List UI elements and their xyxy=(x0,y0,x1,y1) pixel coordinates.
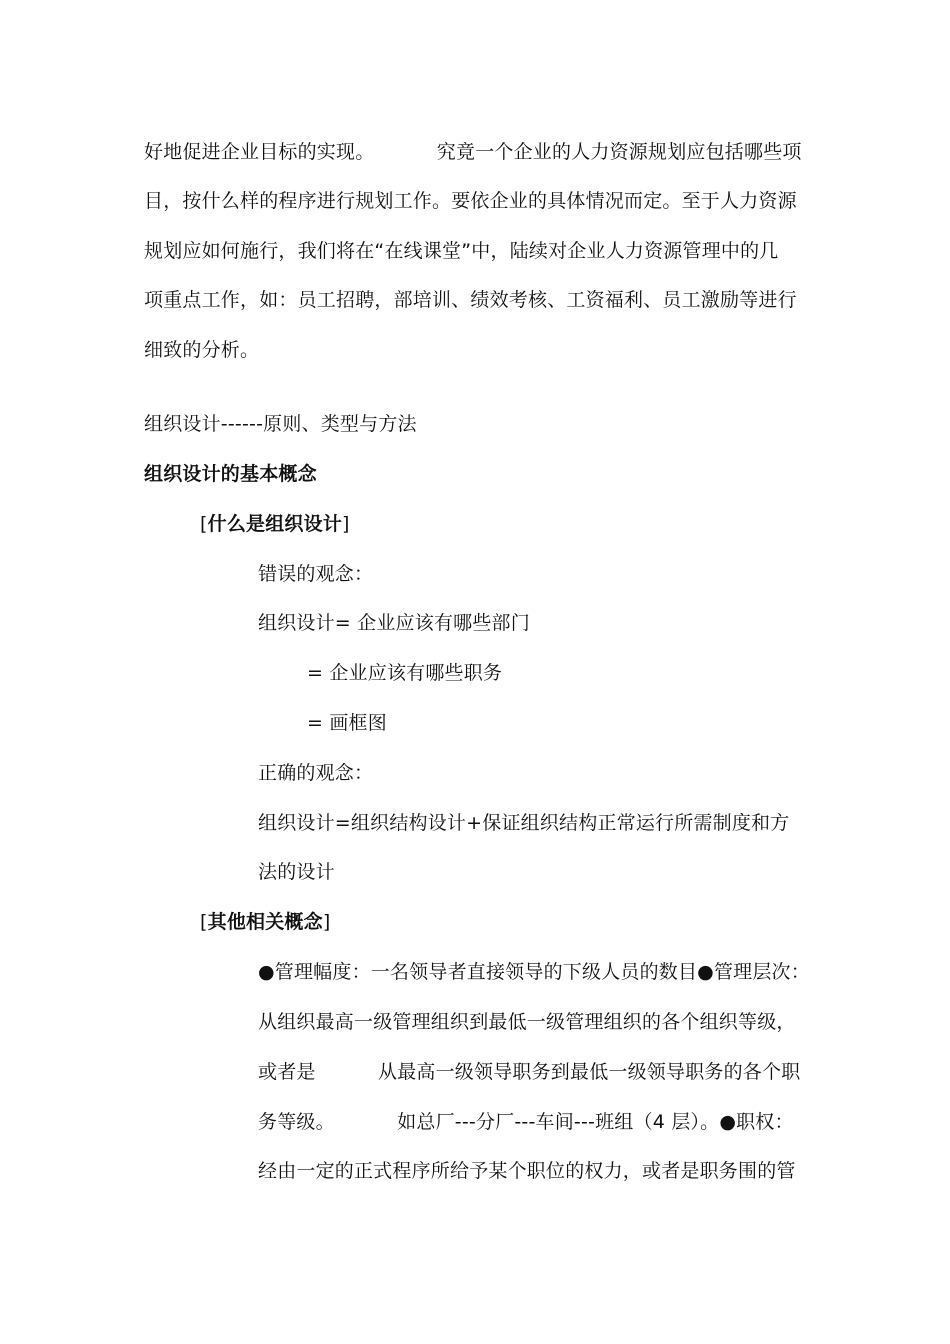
correct-line-1: 组织设计=组织结构设计+保证组织结构正常运行所需制度和方 xyxy=(258,812,790,834)
intro-line-2: 目，按什么样的程序进行规划工作。要依企业的具体情况而定。至于人力资源 xyxy=(144,190,797,212)
intro-line-3: 规划应如何施行，我们将在“在线课堂”中，陆续对企业人力资源管理中的几 xyxy=(144,240,779,262)
subheading-related-concepts xyxy=(200,910,330,934)
related-line-5: 经由一定的正式程序所给予某个职位的权力，或者是职务围的管 xyxy=(258,1160,796,1182)
intro-line-4: 项重点工作，如：员工招聘，部培训、绩效考核、工资福利、员工激励等进行 xyxy=(144,289,797,311)
wrong-line-1: 组织设计= 企业应该有哪些部门 xyxy=(258,612,530,634)
bracket-open: [ xyxy=(200,513,208,535)
wrong-concept-label: 错误的观念： xyxy=(258,563,374,585)
wrong-line-3: = 画框图 xyxy=(307,712,387,734)
subheading-title: 什么是组织设计 xyxy=(207,513,343,535)
related-line-3: 或者是 从最高一级领导职务到最低一级领导职务的各个职 xyxy=(258,1061,801,1083)
related-line-1: ●管理幅度：一名领导者直接领导的下级人员的数目●管理层次： xyxy=(258,961,810,983)
wrong-line-2: = 企业应该有哪些职务 xyxy=(307,662,503,684)
intro-line-1: 好地促进企业目标的实现。 究竟一个企业的人力资源规划应包括哪些项 xyxy=(144,141,802,163)
subheading-what-is-org-design xyxy=(200,512,350,536)
bracket-open: [ xyxy=(200,911,208,933)
bracket-close: ] xyxy=(342,513,350,535)
correct-line-2: 法的设计 xyxy=(258,861,335,883)
related-line-2: 从组织最高一级管理组织到最低一级管理组织的各个组织等级， xyxy=(258,1011,796,1033)
correct-concept-label: 正确的观念： xyxy=(258,762,374,784)
section-title: 组织设计------原则、类型与方法 xyxy=(144,413,417,435)
subheading-title: 其他相关概念 xyxy=(207,911,323,933)
bracket-close: ] xyxy=(322,911,331,933)
related-line-4: 务等级。 如总厂---分厂---车间---班组（4 层）。●职权： xyxy=(258,1111,794,1133)
heading-basic-concepts: 组织设计的基本概念 xyxy=(144,463,317,485)
intro-line-5: 细致的分析。 xyxy=(144,339,260,361)
